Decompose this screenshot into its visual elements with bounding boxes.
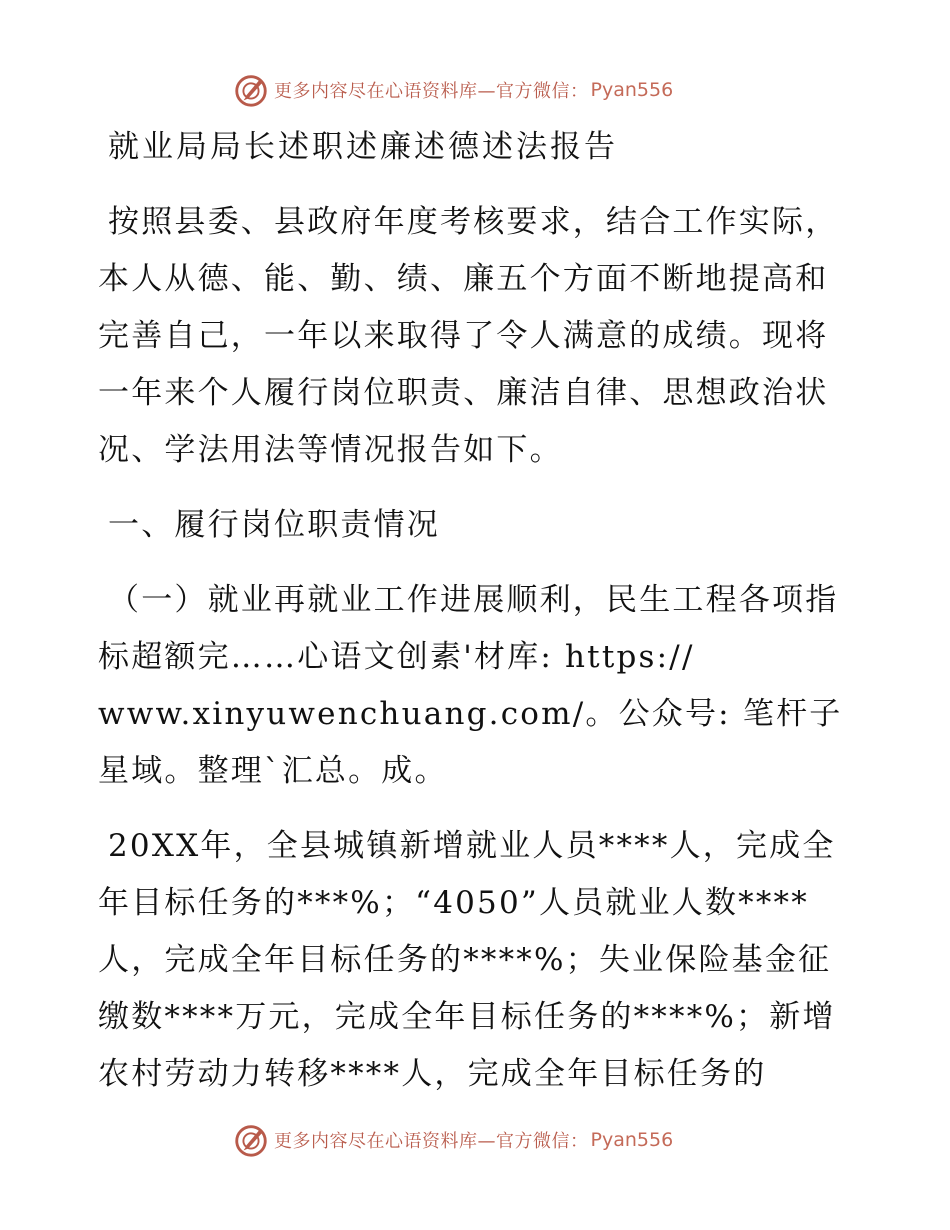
section-heading: 一、履行岗位职责情况	[108, 507, 440, 543]
intro-paragraph: 按照县委、县政府年度考核要求，结合工作实际，本人从德、能、勤、绩、廉五个方面不断地提高和完善自己，一年以来取得了令人满意的成绩。现将一年来个人履行岗位职责、廉洁自律、思想政治状况、学法用法等情况报告如下。	[98, 204, 839, 468]
quill-circle-logo-icon	[232, 71, 270, 109]
body-paragraph: 20XX年，全县城镇新增就业人员****人，完成全年目标任务的***%；“4050”人员就业人数****人，完成全年目标任务的****%；失业保险基金征缴数****万元，完成全年目标任务的****%；新增农村劳动力转移****人，完成全年目标任务的	[98, 828, 836, 1092]
quill-circle-logo-icon	[232, 1121, 270, 1159]
document-title: 就业局局长述职述廉述德述法报告	[108, 129, 618, 165]
watermark-footer	[232, 1118, 673, 1162]
document-body	[98, 118, 858, 1103]
watermark-text: 更多内容尽在心语资料库—官方微信：	[274, 1131, 589, 1152]
watermark-header	[232, 68, 673, 112]
subsection-paragraph: （一）就业再就业工作进展顺利，民生工程各项指标超额完……心语文创素'材库: https:// www.xinyuwenchuang.com/。公众号: 笔杆子星域。整理`汇总。成。	[98, 582, 843, 789]
watermark-text: 更多内容尽在心语资料库—官方微信：	[274, 81, 589, 102]
watermark-handle: Pyan556	[590, 1129, 674, 1151]
watermark-handle: Pyan556	[590, 79, 674, 101]
